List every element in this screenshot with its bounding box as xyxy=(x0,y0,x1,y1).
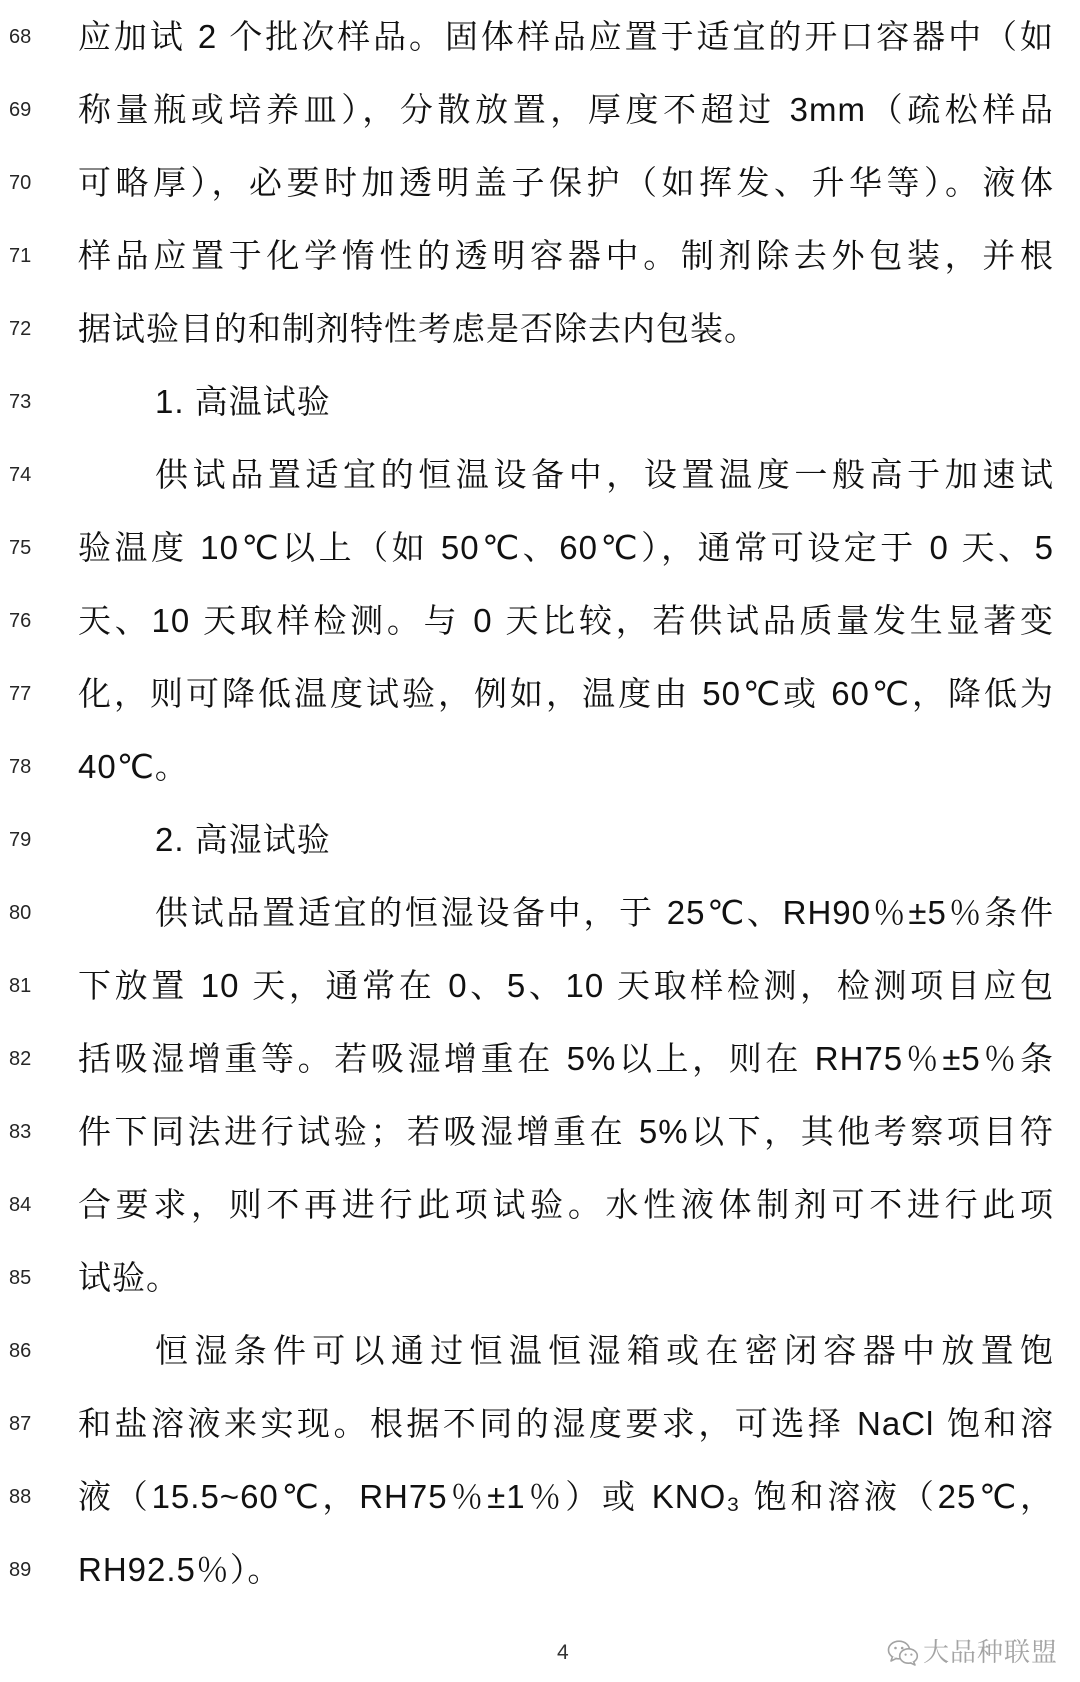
line-69 xyxy=(0,73,1080,146)
line-text: 据试验目的和制剂特性考虑是否除去内包装。 xyxy=(78,310,758,347)
line-74 xyxy=(0,438,1080,511)
line-text: 化，则可降低温度试验，例如，温度由 50℃或 60℃，降低为 xyxy=(78,675,1054,712)
line-number: 82 xyxy=(9,1048,32,1070)
line-text: 称量瓶或培养皿），分散放置，厚度不超过 3mm（疏松样品 xyxy=(78,91,1054,128)
line-number: 80 xyxy=(9,902,32,924)
line-68 xyxy=(0,0,1080,73)
line-number: 87 xyxy=(9,1413,32,1435)
line-number: 85 xyxy=(9,1267,32,1289)
line-number: 73 xyxy=(9,391,32,413)
line-text: 应加试 2 个批次样品。固体样品应置于适宜的开口容器中（如 xyxy=(78,18,1054,55)
line-number: 72 xyxy=(9,318,32,340)
line-text: 液（15.5~60℃，RH75％±1％）或 KNO₃ 饱和溶液（25℃， xyxy=(78,1478,1054,1515)
line-number: 76 xyxy=(9,610,32,632)
line-number: 79 xyxy=(9,829,32,851)
line-text: 下放置 10 天，通常在 0、5、10 天取样检测，检测项目应包 xyxy=(78,967,1054,1004)
line-number: 83 xyxy=(9,1121,32,1143)
line-number: 86 xyxy=(9,1340,32,1362)
line-73 xyxy=(0,365,1080,438)
line-text: 试验。 xyxy=(78,1259,180,1296)
line-72 xyxy=(0,292,1080,365)
wechat-icon xyxy=(887,1639,919,1667)
line-number: 89 xyxy=(9,1559,32,1581)
section-heading: 1. 高温试验 xyxy=(155,383,331,420)
line-77 xyxy=(0,657,1080,730)
line-text: 合要求，则不再进行此项试验。水性液体制剂可不进行此项 xyxy=(78,1186,1054,1223)
line-text: RH92.5％）。 xyxy=(78,1551,282,1588)
line-text: 40℃。 xyxy=(78,748,189,785)
line-number: 69 xyxy=(9,99,32,121)
line-text: 可略厚），必要时加透明盖子保护（如挥发、升华等）。液体 xyxy=(78,164,1054,201)
line-80 xyxy=(0,876,1080,949)
line-text: 和盐溶液来实现。根据不同的湿度要求，可选择 NaCl 饱和溶 xyxy=(78,1405,1054,1442)
wechat-watermark xyxy=(887,1636,1067,1670)
line-text: 括吸湿增重等。若吸湿增重在 5%以上，则在 RH75％±5％条 xyxy=(78,1040,1054,1077)
page-number: 4 xyxy=(557,1641,569,1664)
line-text: 恒湿条件可以通过恒温恒湿箱或在密闭容器中放置饱 xyxy=(155,1332,1054,1369)
line-text: 供试品置适宜的恒温设备中，设置温度一般高于加速试 xyxy=(155,456,1054,493)
line-87 xyxy=(0,1387,1080,1460)
line-79 xyxy=(0,803,1080,876)
line-78 xyxy=(0,730,1080,803)
line-85 xyxy=(0,1241,1080,1314)
line-86 xyxy=(0,1314,1080,1387)
line-81 xyxy=(0,949,1080,1022)
line-number: 77 xyxy=(9,683,32,705)
line-89 xyxy=(0,1533,1080,1606)
line-text: 件下同法进行试验；若吸湿增重在 5%以下，其他考察项目符 xyxy=(78,1113,1054,1150)
line-number: 71 xyxy=(9,245,32,267)
line-number: 74 xyxy=(9,464,32,486)
line-83 xyxy=(0,1095,1080,1168)
line-88 xyxy=(0,1460,1080,1533)
line-70 xyxy=(0,146,1080,219)
section-heading: 2. 高湿试验 xyxy=(155,821,331,858)
line-number: 81 xyxy=(9,975,32,997)
line-number: 68 xyxy=(9,26,32,48)
line-number: 75 xyxy=(9,537,32,559)
line-71 xyxy=(0,219,1080,292)
line-text: 供试品置适宜的恒湿设备中，于 25℃、RH90％±5％条件 xyxy=(155,894,1054,931)
line-text: 天、10 天取样检测。与 0 天比较，若供试品质量发生显著变 xyxy=(78,602,1054,639)
line-82 xyxy=(0,1022,1080,1095)
line-text: 样品应置于化学惰性的透明容器中。制剂除去外包装，并根 xyxy=(78,237,1054,274)
watermark-text: 大品种联盟 xyxy=(923,1638,1059,1668)
line-number: 78 xyxy=(9,756,32,778)
line-number: 70 xyxy=(9,172,32,194)
line-84 xyxy=(0,1168,1080,1241)
line-number: 84 xyxy=(9,1194,32,1216)
line-76 xyxy=(0,584,1080,657)
line-75 xyxy=(0,511,1080,584)
line-text: 验温度 10℃以上（如 50℃、60℃），通常可设定于 0 天、5 xyxy=(78,529,1054,566)
line-number: 88 xyxy=(9,1486,32,1508)
